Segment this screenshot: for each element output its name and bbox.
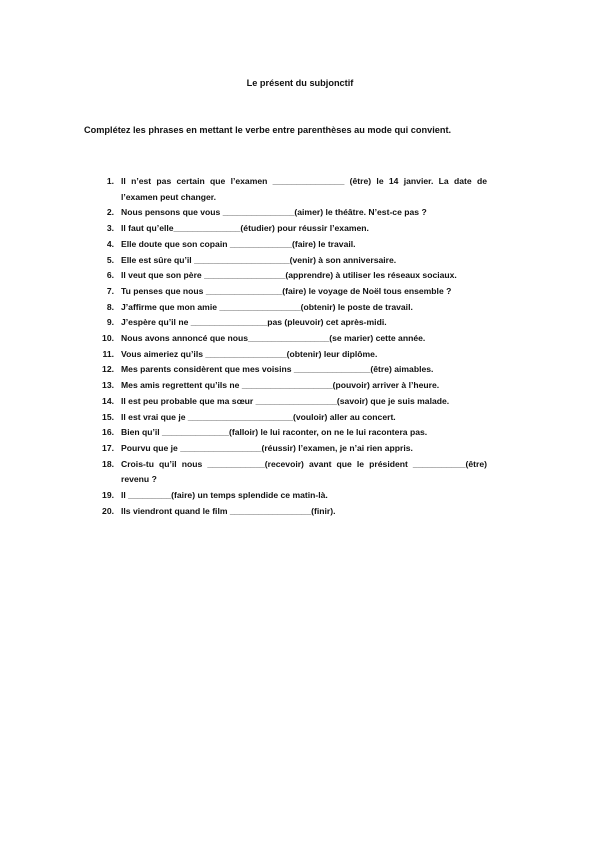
exercise-instructions: Complétez les phrases en mettant le verbe entre parenthèses au mode qui convient. xyxy=(84,125,452,135)
exercise-number: 3. xyxy=(106,223,114,234)
exercise-number: 7. xyxy=(106,285,114,296)
exercise-sentence: Elle doute que son copain _____________(faire) le travail. xyxy=(121,238,356,249)
exercise-sentence: Il est peu probable que ma sœur _________________(savoir) que je suis malade. xyxy=(121,395,450,406)
exercise-sentence: Nous pensons que vous _______________(aimer) le théâtre. N’est-ce pas ? xyxy=(121,207,427,218)
exercise-number: 15. xyxy=(102,411,114,422)
exercise-number: 2. xyxy=(106,207,114,218)
exercise-number: 16. xyxy=(102,427,114,438)
page-title: Le présent du subjonctif xyxy=(246,78,354,88)
exercise-sentence: Il n’est pas certain que l’examen _______________ (être) le 14 janvier. La date de l’examen peut changer. xyxy=(121,176,487,202)
exercise-sentence: J’affirme que mon amie _________________(obtenir) le poste de travail. xyxy=(121,301,413,312)
exercise-sentence: Il faut qu’elle______________(étudier) pour réussir l’examen. xyxy=(121,223,369,234)
exercise-number: 19. xyxy=(102,490,114,500)
exercise-sentence: Pourvu que je _________________(réussir) l’examen, je n’ai rien appris. xyxy=(121,442,413,453)
exercise-sentence: Tu penses que nous ________________(faire) le voyage de Noël tous ensemble ? xyxy=(121,285,452,296)
exercise-number: 17. xyxy=(102,442,114,453)
exercise-number: 6. xyxy=(106,270,114,281)
exercise-sentence: Nous avons annoncé que nous_________________(se marier) cette année. xyxy=(121,333,426,343)
exercise-number: 11. xyxy=(102,348,114,359)
exercise-number: 8. xyxy=(106,301,114,312)
exercise-sentence: Elle est sûre qu’il ____________________(venir) à son anniversaire. xyxy=(121,254,397,265)
exercise-sentence: Crois-tu qu’il nous ____________(recevoir) avant que le président ___________(être) revenu ? xyxy=(121,458,487,485)
exercise-number: 13. xyxy=(102,380,114,391)
exercise-sentence: Bien qu’il ______________(falloir) le lui raconter, on ne le lui racontera pas. xyxy=(121,427,428,438)
exercise-number: 4. xyxy=(106,238,114,249)
exercise-sentence: Il est vrai que je ______________________(vouloir) aller au concert. xyxy=(121,411,396,422)
exercise-number: 9. xyxy=(106,317,114,328)
exercise-sentence: Il _________(faire) un temps splendide ce matin-là. xyxy=(121,490,328,500)
exercise-number: 1. xyxy=(106,176,114,186)
exercise-sentence: Il veut que son père _________________(apprendre) à utiliser les réseaux sociaux. xyxy=(121,270,457,281)
exercise-number: 14. xyxy=(102,395,114,406)
exercise-sentence: Mes parents considèrent que mes voisins ________________(être) aimables. xyxy=(121,364,434,375)
exercise-number: 5. xyxy=(106,254,114,265)
exercise-number: 10. xyxy=(102,333,114,343)
exercise-sentence: Mes amis regrettent qu’ils ne ___________________(pouvoir) arriver à l’heure. xyxy=(121,380,440,391)
exercise-sentence: Ils viendront quand le film _________________(finir). xyxy=(121,505,336,516)
exercise-sentence: J’espère qu’il ne ________________pas (pleuvoir) cet après-midi. xyxy=(121,317,387,328)
exercise-number: 20. xyxy=(102,505,114,516)
exercise-number: 18. xyxy=(102,458,114,469)
exercise-sentence: Vous aimeriez qu’ils _________________(obtenir) leur diplôme. xyxy=(121,348,378,359)
exercise-number: 12. xyxy=(102,364,114,375)
